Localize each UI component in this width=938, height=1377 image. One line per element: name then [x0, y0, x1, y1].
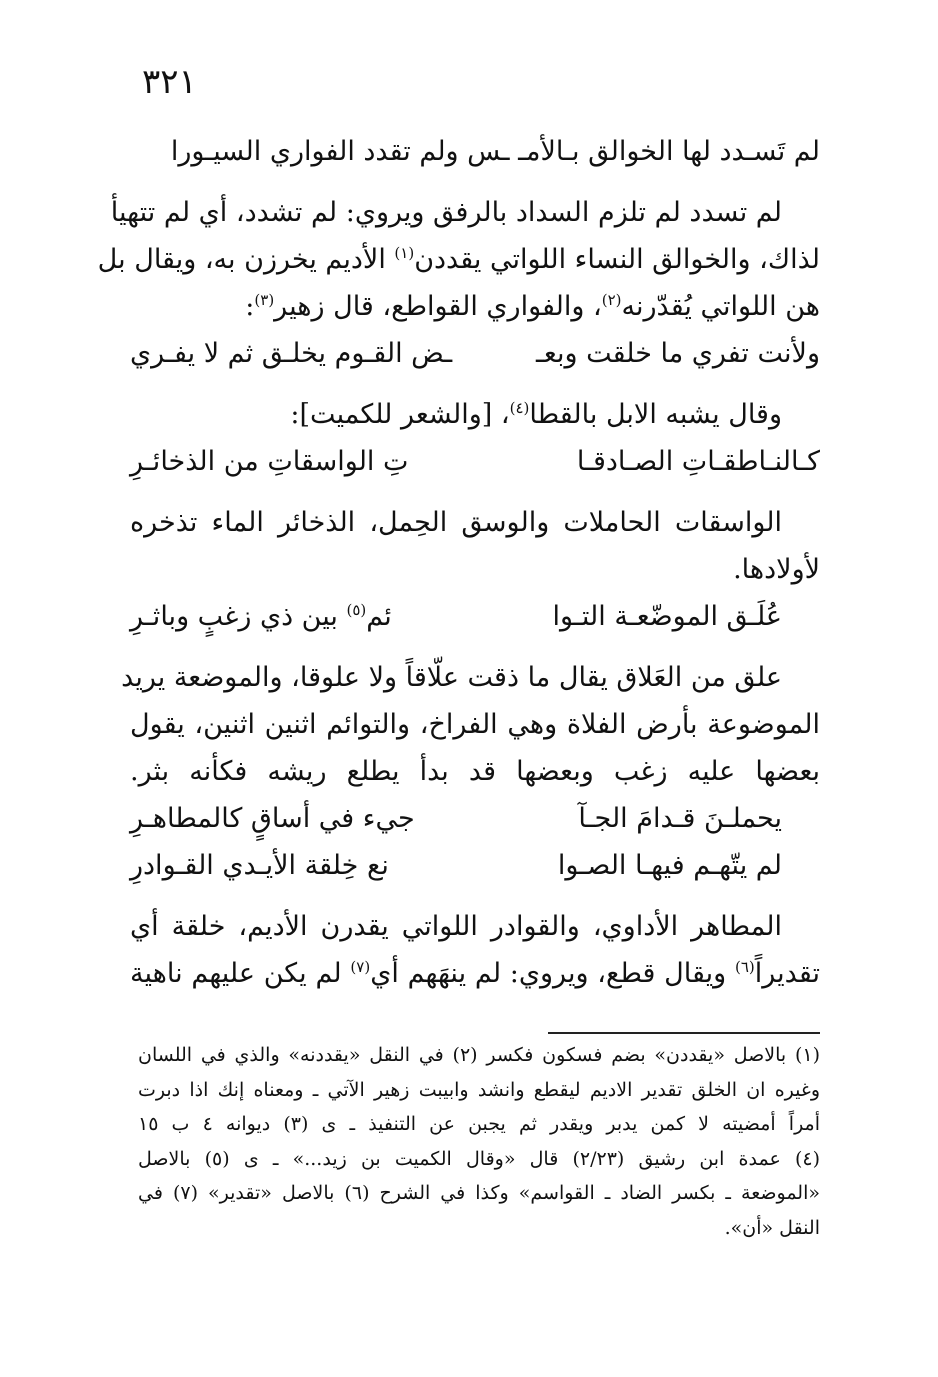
footnote-ref: (٤) [509, 399, 530, 417]
text-line: علق من العَلاق يقال ما ذقت علّاقاً ولا علوقا، والموضعة يريد [121, 662, 782, 693]
footnote-line: «الموضعة ـ بكسر الضاد ـ القواسم» وكذا في الشرح (٦) بالاصل «تقدير» (٧) في [138, 1182, 820, 1204]
footnote-line: النقل «أن». [724, 1216, 820, 1239]
main-text [97, 128, 821, 997]
footnote-line: وغيره ان الخلق تقدير الاديم ليقطع وانشد وابيبت زهير الآتي ـ ومعناه إنك اذا دبرت [138, 1078, 820, 1101]
verse-hemistich-first: عُلَـق الموضّعـة التـوا [552, 601, 782, 632]
text-line: الواسقات الحاملات والوسق الحِمل، الذخائر الماء تذخره [130, 507, 782, 538]
opening-verse [130, 128, 820, 175]
text-line [97, 236, 820, 283]
text-segment: لم يكن عليهم ناهية [130, 958, 351, 989]
text-line: بعضها عليه زغب وبعضها قد بدأ يطلع ريشه فكأنه بثر. [130, 756, 820, 787]
footnote-line: (٤) عمدة ابن رشيق (٢/٢٣) قال «وقال الكميت بن زيد...» ـ ى (٥) بالاصل [138, 1147, 821, 1170]
text-line [130, 391, 820, 438]
verse-hemistich-second: جيء في أساقٍ كالمطاهـرِ [130, 803, 415, 834]
verse-text: لم تَسـدد لها الخوالق بـالأمـ ـس ولم تقدد الفواري السيـورا [170, 136, 820, 167]
verse-hemistich-first: لم يتّهـم فيهـا الصـوا [557, 850, 782, 881]
text-line: المطاهر الأداوي، والقوادر اللواتي يقدرن الأديم، خلقة أي [130, 911, 782, 942]
verse-hemistich-second [130, 593, 392, 640]
verse-hemistich-second: تِ الواسقاتِ من الذخائـرِ [130, 446, 409, 477]
text-segment: وقال يشبه الابل بالقطا [529, 399, 782, 430]
text-segment: ئم [366, 601, 392, 632]
footnote-line: (١) بالاصل «يقددن» بضم فسكون فكسر (٢) في النقل «يقددنه» والذي في اللسان [138, 1044, 820, 1066]
text-line: لم تسدد لم تلزم السداد بالرفق ويروي: لم تشدد، أي لم تتهيأ [110, 197, 782, 228]
verse-kumait-3 [130, 795, 820, 842]
verse-hemistich-second: نع خِلقة الأيـدي القـوادرِ [130, 850, 389, 881]
text-segment: ، [والشعر للكميت]: [290, 399, 510, 430]
text-segment: : [245, 291, 255, 322]
text-segment: ، والفواري القواطع، قال زهير [274, 291, 602, 322]
text-segment: لذاك، والخوالق النساء اللواتي يقددن [414, 244, 820, 275]
verse-hemistich-first: ولأنت تفري ما خلقت وبعـ [536, 338, 820, 369]
verse-hemistich-first: يحملـنَ قـدامَ الجـآ [578, 803, 782, 834]
footnote-ref: (٦) [734, 958, 755, 976]
footnote-ref: (٥) [346, 601, 367, 619]
text-line [130, 950, 820, 997]
verse-kumait-2 [130, 593, 820, 640]
footnote-ref: (٢) [601, 291, 622, 309]
text-segment: الأديم يخرزن به، ويقال بل [97, 244, 395, 275]
verse-hemistich-first: كـالنـاطقـاتِ الصـادقـا [576, 446, 820, 477]
text-segment: تقديراً [754, 958, 821, 989]
footnote-line: أمراً أمضيته لا كمن يدبر ويقدر ثم يجبن عن التنفيذ ـ ى (٣) ديوانه ٤ ب ١٥ [138, 1113, 821, 1135]
footnotes [138, 1038, 820, 1245]
footnote-divider [548, 1032, 820, 1034]
text-line: الموضوعة بأرض الفلاة وهي الفراخ، والتوائم اثنين اثنين، يقول [130, 709, 820, 740]
page-number: ٣٢١ [142, 62, 197, 102]
text-line [130, 283, 820, 330]
verse-zuhair [130, 330, 820, 377]
footnote-ref: (١) [394, 244, 415, 262]
text-segment: بين ذي زغبٍ وباثـرِ [130, 601, 347, 632]
text-line: لأولادها. [733, 554, 820, 585]
footnote-ref: (٣) [254, 291, 275, 309]
footnote-ref: (٧) [350, 958, 371, 976]
verse-kumait-1 [130, 438, 820, 485]
text-segment: هن اللواتي يُقدّرنه [621, 291, 820, 322]
verse-hemistich-second: ـض القـوم يخلـق ثم لا يفـري [130, 338, 453, 369]
text-segment: ويقال قطع، ويروي: لم ينهَهم أي [370, 958, 735, 989]
verse-kumait-4 [130, 842, 820, 889]
